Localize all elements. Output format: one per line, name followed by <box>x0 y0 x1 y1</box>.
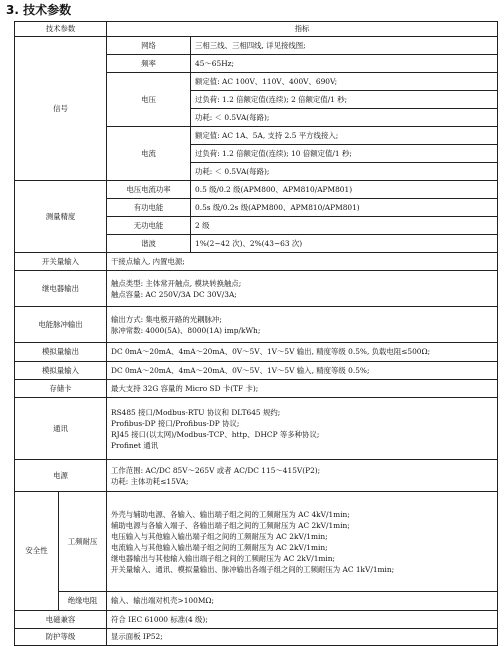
power-line-1: 工作范围: AC/DC 85V～265V 或者 AC/DC 115～415V(P2); <box>111 465 321 475</box>
storage-label: 存储卡 <box>15 380 107 398</box>
network-value: 三相三线、三相四线, 详见接线图; <box>191 37 498 55</box>
table-row <box>15 611 498 629</box>
reactive-label: 无功电能 <box>107 217 191 235</box>
pulse-line-2: 脉冲常数: 4000(5A)、8000(1A) imp/kWh; <box>111 325 261 335</box>
pulse-output-value <box>107 307 498 343</box>
harmonic-label: 谐波 <box>107 235 191 253</box>
analog-input-value: DC 0mA～20mA、4mA～20mA、0V～5V、1V～5V 输入, 精度等级 0.5%; <box>107 362 498 380</box>
tech-spec-table <box>14 21 498 646</box>
accuracy-label: 测量精度 <box>15 181 107 253</box>
withstand-value <box>107 492 498 592</box>
analog-output-value: DC 0mA～20mA、4mA～20mA、0V～5V、1V～5V 输出, 精度等级 0.5%, 负载电阻≤500Ω; <box>107 343 498 362</box>
network-label: 网络 <box>107 37 191 55</box>
analog-output-label: 模拟量输出 <box>15 343 107 362</box>
comm-line-3: RJ45 接口(以太网)/Modbus-TCP、http、DHCP 等多种协议; <box>111 429 320 439</box>
pulse-output-label: 电能脉冲输出 <box>15 307 107 343</box>
withstand-line-6: 开关量输入、通讯、模拟量输出、脉冲输出各端子组之间的工频耐压为 AC 1kV/1min; <box>111 564 395 574</box>
withstand-line-5: 继电器输出与其他输入输出端子组之间的工频耐压为 AC 2kV/1min; <box>111 553 336 563</box>
power-label: 电源 <box>15 460 107 492</box>
voltage-label: 电压 <box>107 73 191 127</box>
table-header-row <box>15 22 498 37</box>
switch-input-value: 干接点输入, 内置电源; <box>107 253 498 271</box>
relay-line-1: 触点类型: 主体常开触点, 模块转换触点; <box>111 278 242 288</box>
voltage-power: 功耗: ＜ 0.5VA(每路); <box>191 109 498 127</box>
withstand-line-4: 电流输入与其他输入输出端子组之间的工频耐压为 AC 2kV/1min; <box>111 542 328 552</box>
relay-output-value <box>107 271 498 307</box>
section-title: 3. 技术参数 <box>6 3 72 17</box>
withstand-label: 工频耐压 <box>59 492 107 592</box>
voltage-rated: 额定值: AC 100V、110V、400V、690V; <box>191 73 498 91</box>
withstand-line-1: 外壳与辅助电源、各输入、输出端子组之间的工频耐压为 AC 4kV/1min; <box>111 509 350 519</box>
protection-label: 防护等级 <box>15 629 107 646</box>
table-row <box>15 307 498 343</box>
table-row <box>15 592 498 611</box>
harmonic-value: 1%(2~42 次)、2%(43~63 次) <box>191 235 498 253</box>
comm-line-1: RS485 接口/Modbus-RTU 协议和 DLT645 规约; <box>111 407 281 417</box>
emc-label: 电磁兼容 <box>15 611 107 629</box>
safety-label: 安全性 <box>15 492 59 611</box>
active-label: 有功电能 <box>107 199 191 217</box>
table-row <box>15 253 498 271</box>
comm-value <box>107 398 498 460</box>
comm-line-2: Profibus-DP 接口/Profibus-DP 协议; <box>111 418 240 428</box>
freq-label: 频率 <box>107 55 191 73</box>
table-row <box>15 460 498 492</box>
current-overload: 过负荷: 1.2 倍额定值(连续); 10 倍额定值/1 秒; <box>191 145 498 163</box>
current-label: 电流 <box>107 127 191 181</box>
withstand-line-3: 电压输入与其他输入输出端子组之间的工频耐压为 AC 2kV/1min; <box>111 531 328 541</box>
comm-label: 通讯 <box>15 398 107 460</box>
withstand-line-2: 辅助电源与各输入端子、各输出端子组之间的工频耐压为 AC 2kV/1min; <box>111 520 350 530</box>
current-rated: 额定值: AC 1A、5A, 支持 2.5 平方线接入; <box>191 127 498 145</box>
header-param: 技术参数 <box>15 22 107 37</box>
power-value <box>107 460 498 492</box>
insulation-value: 输入、输出端对机壳>100MΩ; <box>107 592 498 611</box>
signal-label: 信号 <box>15 37 107 181</box>
table-row <box>15 492 498 592</box>
protection-value: 显示面板 IP52; <box>107 629 498 646</box>
power-line-2: 功耗: 主体功耗≤15VA; <box>111 476 189 486</box>
table-row <box>15 398 498 460</box>
vi-label: 电压电流功率 <box>107 181 191 199</box>
relay-output-label: 继电器输出 <box>15 271 107 307</box>
analog-input-label: 模拟量输入 <box>15 362 107 380</box>
table-row <box>15 362 498 380</box>
table-row <box>15 380 498 398</box>
reactive-value: 2 级 <box>191 217 498 235</box>
current-power: 功耗: ＜ 0.5VA(每路); <box>191 163 498 181</box>
storage-value: 最大支持 32G 容量的 Micro SD 卡(TF 卡); <box>107 380 498 398</box>
comm-line-4: Profinet 通讯 <box>111 440 159 450</box>
insulation-label: 绝缘电阻 <box>59 592 107 611</box>
table-row <box>15 37 498 55</box>
voltage-overload: 过负荷: 1.2 倍额定值(连续); 2 倍额定值/1 秒; <box>191 91 498 109</box>
table-row <box>15 343 498 362</box>
vi-value: 0.5 级/0.2 级(APM800、APM810/APM801) <box>191 181 498 199</box>
table-row <box>15 271 498 307</box>
header-value: 指标 <box>107 22 498 37</box>
emc-value: 符合 IEC 61000 标准(4 级); <box>107 611 498 629</box>
active-value: 0.5s 级/0.2s 级(APM800、APM810/APM801) <box>191 199 498 217</box>
table-row <box>15 181 498 199</box>
pulse-line-1: 输出方式: 集电极开路的光耦脉冲; <box>111 314 222 324</box>
freq-value: 45～65Hz; <box>191 55 498 73</box>
switch-input-label: 开关量输入 <box>15 253 107 271</box>
relay-line-2: 触点容量: AC 250V/3A DC 30V/3A; <box>111 289 237 299</box>
